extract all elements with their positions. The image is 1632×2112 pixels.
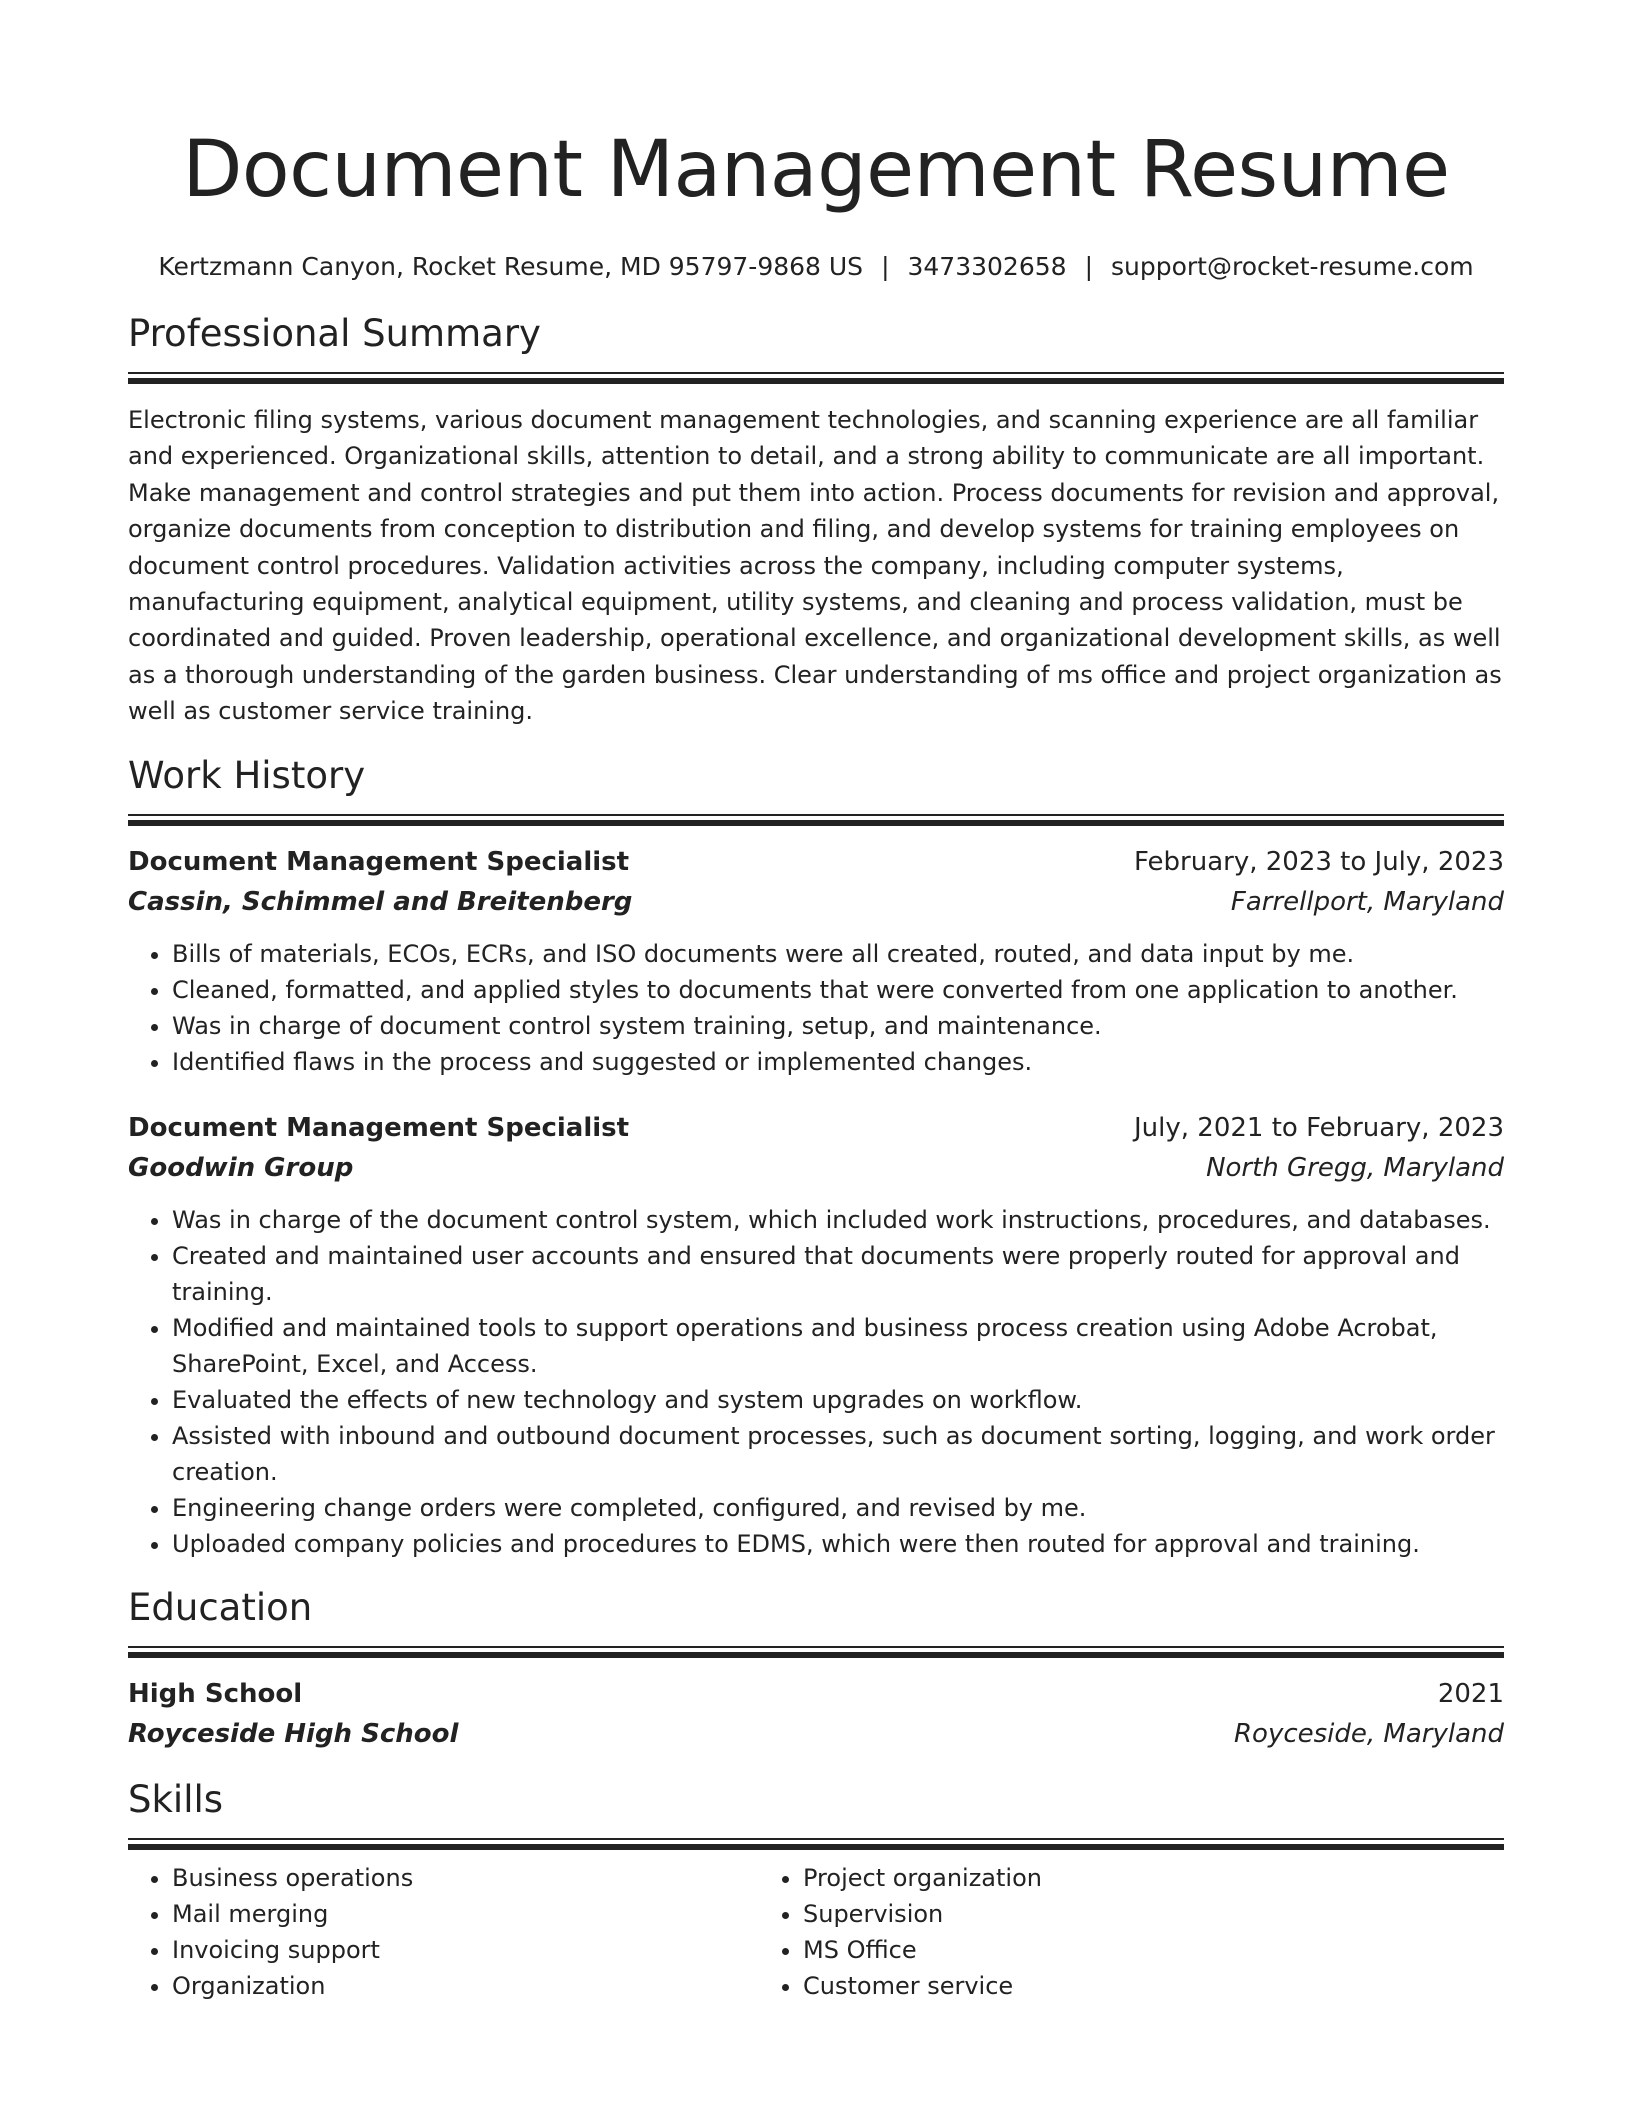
job-dates: February, 2023 to July, 2023 xyxy=(1134,846,1504,877)
section-divider xyxy=(128,372,1504,384)
contact-email: support@rocket-resume.com xyxy=(1111,252,1474,281)
job-company: Goodwin Group xyxy=(128,1152,354,1183)
list-item: • Uploaded company policies and procedures to EDMS, which were then routed for approval and training. xyxy=(172,1526,1504,1562)
list-item: • Bills of materials, ECOs, ECRs, and ISO documents were all created, routed, and data input by me. xyxy=(172,936,1504,972)
contact-line xyxy=(128,250,1504,284)
education-entry xyxy=(128,1674,1504,1754)
skills-section xyxy=(128,1776,1504,2004)
education-heading: Education xyxy=(128,1585,313,1629)
job-location: Farrellport, Maryland xyxy=(1230,886,1504,917)
education-school: Royceside High School xyxy=(128,1718,459,1749)
section-divider xyxy=(128,814,1504,826)
job-dates: July, 2021 to February, 2023 xyxy=(1134,1112,1504,1143)
work-heading: Work History xyxy=(128,753,366,797)
job-bullets xyxy=(128,1202,1504,1562)
section-divider xyxy=(128,1838,1504,1850)
skill-item: • Invoicing support xyxy=(172,1932,759,1968)
job-bullets xyxy=(128,936,1504,1080)
education-degree: High School xyxy=(128,1678,303,1709)
job-entry xyxy=(128,1108,1504,1562)
education-header-row xyxy=(128,1674,1504,1714)
skills-column-left xyxy=(128,1860,759,2004)
education-location: Royceside, Maryland xyxy=(1233,1718,1504,1749)
resume-name: Document Management Resume xyxy=(182,125,1450,215)
contact-separator: | xyxy=(1084,252,1093,281)
list-item: • Modified and maintained tools to support operations and business process creation using Adobe Acrobat, SharePoint, Excel, and Access. xyxy=(172,1310,1504,1382)
list-item: • Cleaned, formatted, and applied styles to documents that were converted from one application to another. xyxy=(172,972,1504,1008)
skill-item: • Mail merging xyxy=(172,1896,759,1932)
list-item: • Engineering change orders were completed, configured, and revised by me. xyxy=(172,1490,1504,1526)
contact-address: Kertzmann Canyon, Rocket Resume, MD 95797-9868 US xyxy=(158,252,864,281)
job-title: Document Management Specialist xyxy=(128,846,630,877)
list-item: • Assisted with inbound and outbound document processes, such as document sorting, logging, and work order creation. xyxy=(172,1418,1504,1490)
job-company-row xyxy=(128,882,1504,922)
job-company: Cassin, Schimmel and Breitenberg xyxy=(128,886,633,917)
skill-item: • Organization xyxy=(172,1968,759,2004)
job-header-row xyxy=(128,1108,1504,1148)
skill-item: • Customer service xyxy=(803,1968,1390,2004)
job-entry xyxy=(128,842,1504,1080)
section-divider xyxy=(128,1646,1504,1658)
summary-section xyxy=(128,310,1504,730)
list-item: • Created and maintained user accounts and ensured that documents were properly routed for approval and training. xyxy=(172,1238,1504,1310)
skills-column-right xyxy=(759,1860,1390,2004)
job-location: North Gregg, Maryland xyxy=(1206,1152,1504,1183)
skill-item: • Business operations xyxy=(172,1860,759,1896)
job-title: Document Management Specialist xyxy=(128,1112,630,1143)
skills-heading: Skills xyxy=(128,1777,224,1821)
skill-item: • Supervision xyxy=(803,1896,1390,1932)
education-year: 2021 xyxy=(1437,1678,1504,1709)
education-section xyxy=(128,1584,1504,1754)
job-header-row xyxy=(128,842,1504,882)
list-item: • Was in charge of document control system training, setup, and maintenance. xyxy=(172,1008,1504,1044)
list-item: • Evaluated the effects of new technology and system upgrades on workflow. xyxy=(172,1382,1504,1418)
skill-item: • Project organization xyxy=(803,1860,1390,1896)
list-item: • Identified flaws in the process and suggested or implemented changes. xyxy=(172,1044,1504,1080)
education-school-row xyxy=(128,1714,1504,1754)
skills-grid xyxy=(128,1860,1504,2004)
contact-separator: | xyxy=(881,252,890,281)
summary-heading: Professional Summary xyxy=(128,312,541,355)
skill-item: • MS Office xyxy=(803,1932,1390,1968)
contact-phone: 3473302658 xyxy=(907,252,1067,281)
job-company-row xyxy=(128,1148,1504,1188)
summary-text: Electronic filing systems, various document management technologies, and scanning experience are all familiar and experienced. Organizational skills, attention to detail, and a strong ability to communicate are all important. Make management and control strategies and put them into action. Process documents for revision and approval, organize documents from conception to distribution and filing, and develop systems for training employees on document control procedures. Validation activities across the company, including computer systems, manufacturing equipment, analytical equipment, utility systems, and cleaning and process validation, must be coordinated and guided. Proven leadership, operational excellence, and organizational development skills, as well as a thorough understanding of the garden business. Clear understanding of ms office and project organization as well as customer service training. xyxy=(128,406,1502,726)
list-item: • Was in charge of the document control system, which included work instructions, procedures, and databases. xyxy=(172,1202,1504,1238)
work-section xyxy=(128,752,1504,1562)
